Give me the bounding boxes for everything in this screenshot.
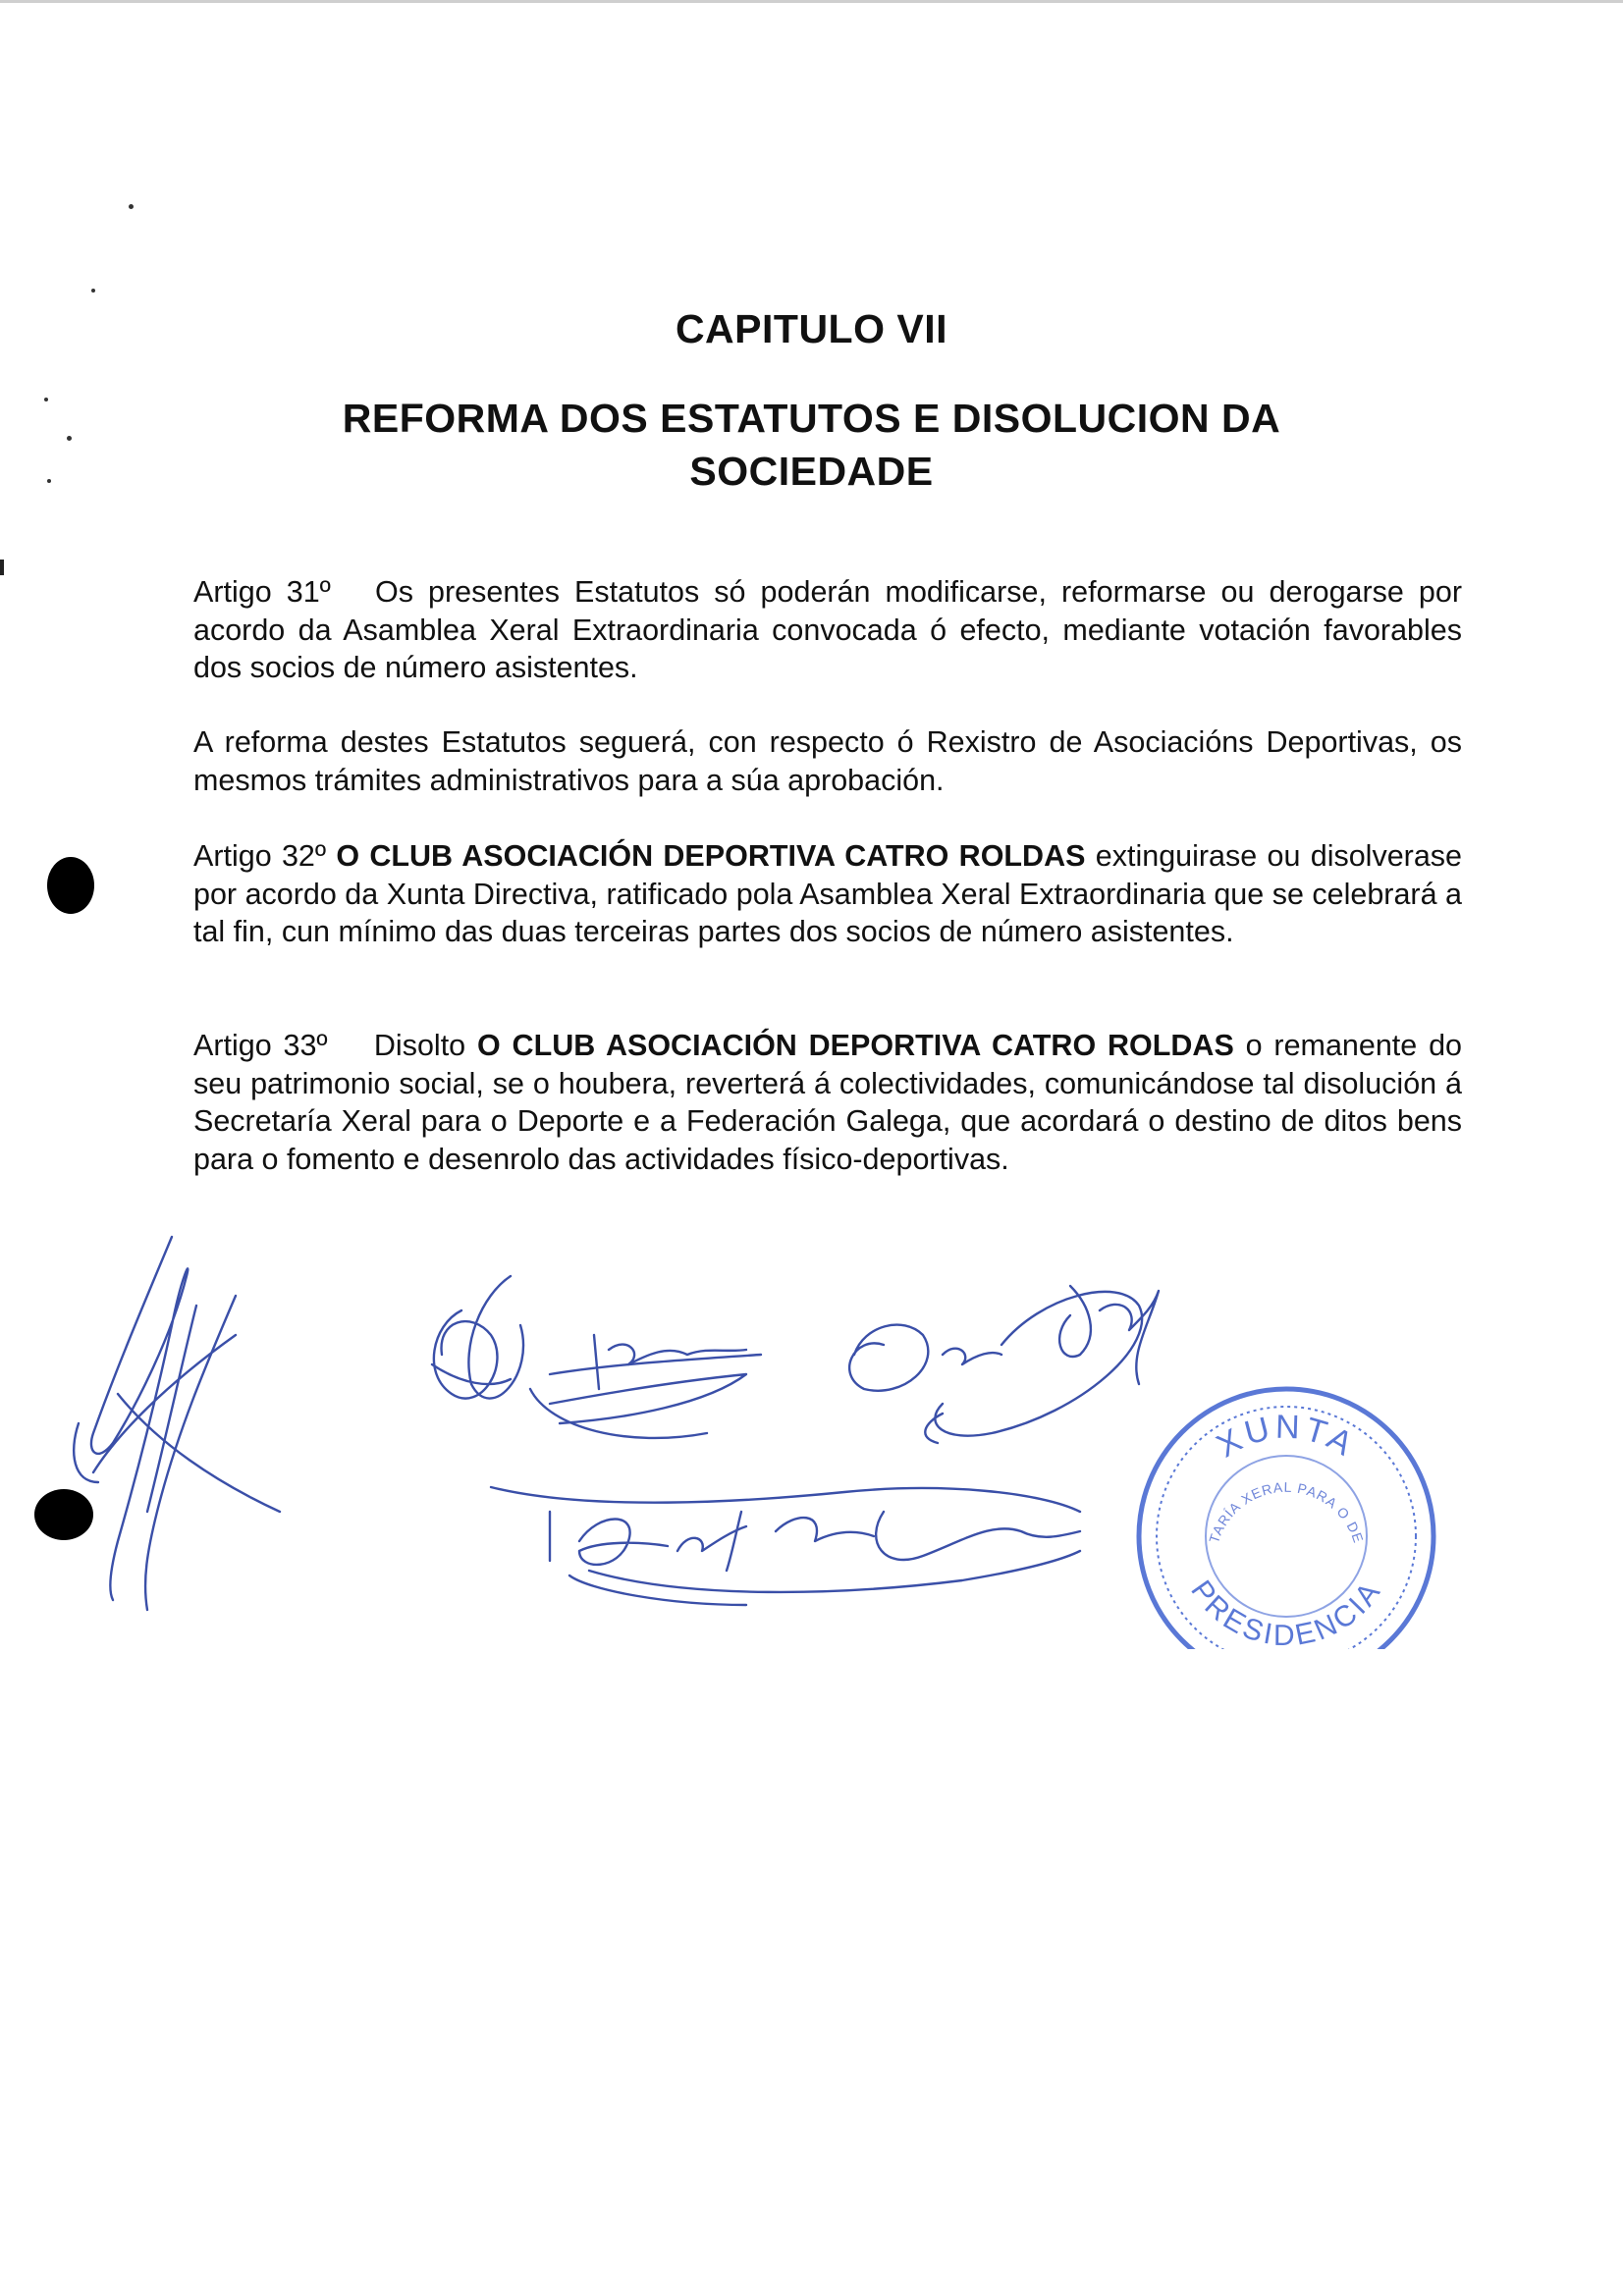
stamp-inner-text: SECRETARÍA XERAL PARA O DEPORTE — [1206, 1478, 1368, 1546]
scan-left-mark — [0, 560, 4, 575]
scan-top-edge — [0, 0, 1623, 3]
article-31-reform-paragraph — [193, 723, 1462, 799]
article-31-paragraph — [193, 573, 1462, 687]
article-33-club-name: O CLUB ASOCIACIÓN DEPORTIVA CATRO ROLDAS — [476, 1029, 1234, 1062]
punch-hole-top — [47, 857, 94, 914]
reform-text: A reforma destes Estatutos seguerá, con respecto ó Rexistro de Asociacións Deportivas, os mesmos trámites administrativos para a súa aprobación. — [193, 725, 1462, 797]
official-stamp — [1139, 1389, 1434, 1649]
signature-second — [849, 1286, 1159, 1443]
signatures-area — [0, 1217, 1623, 1649]
article-31-label: Artigo 31º — [193, 575, 331, 609]
scan-speck — [129, 204, 134, 209]
article-33-label: Artigo 33º — [193, 1029, 328, 1062]
chapter-title: CAPITULO VII — [675, 306, 948, 351]
stamp-bottom-text: PRESIDENCIA — [1184, 1575, 1388, 1649]
article-32-paragraph — [193, 837, 1462, 951]
stamp-top-text: XUNTA — [1210, 1408, 1363, 1466]
section-title-line1: REFORMA DOS ESTATUTOS E DISOLUCION DA — [342, 396, 1281, 441]
article-32-text: extinguirase ou disolverase por acordo da Xunta Directiva, ratificado pola Asamblea Xeral Extraordinaria que se celebrará a tal fin, cun mínimo das duas terceiras partes dos socios de número asistentes. — [193, 839, 1463, 948]
article-32-label: Artigo 32º — [193, 839, 327, 873]
scan-speck — [91, 289, 95, 293]
article-31-text: Os presentes Estatutos só poderán modificarse, reformarse ou derogarse por acordo da Asamblea Xeral Extraordinaria convocada ó efecto, mediante votación favorables dos socios de número asistentes. — [193, 575, 1463, 684]
article-33-lead: Disolto — [373, 1029, 466, 1062]
article-33-paragraph — [193, 1027, 1462, 1178]
article-33-text: o remanente do seu patrimonio social, se o houbera, reverterá á colectividades, comunicándose tal disolución á Secretaría Xeral para o Deporte e a Federación Galega, que acordará o destino de ditos bens para o fomento e desenrolo das actividades físico-deportivas. — [193, 1029, 1463, 1176]
section-title-line2: SOCIEDADE — [689, 449, 934, 494]
article-32-club-name: O CLUB ASOCIACIÓN DEPORTIVA CATRO ROLDAS — [336, 839, 1086, 873]
signature-left — [74, 1237, 280, 1610]
signature-first — [432, 1276, 761, 1438]
signature-third — [491, 1487, 1080, 1605]
